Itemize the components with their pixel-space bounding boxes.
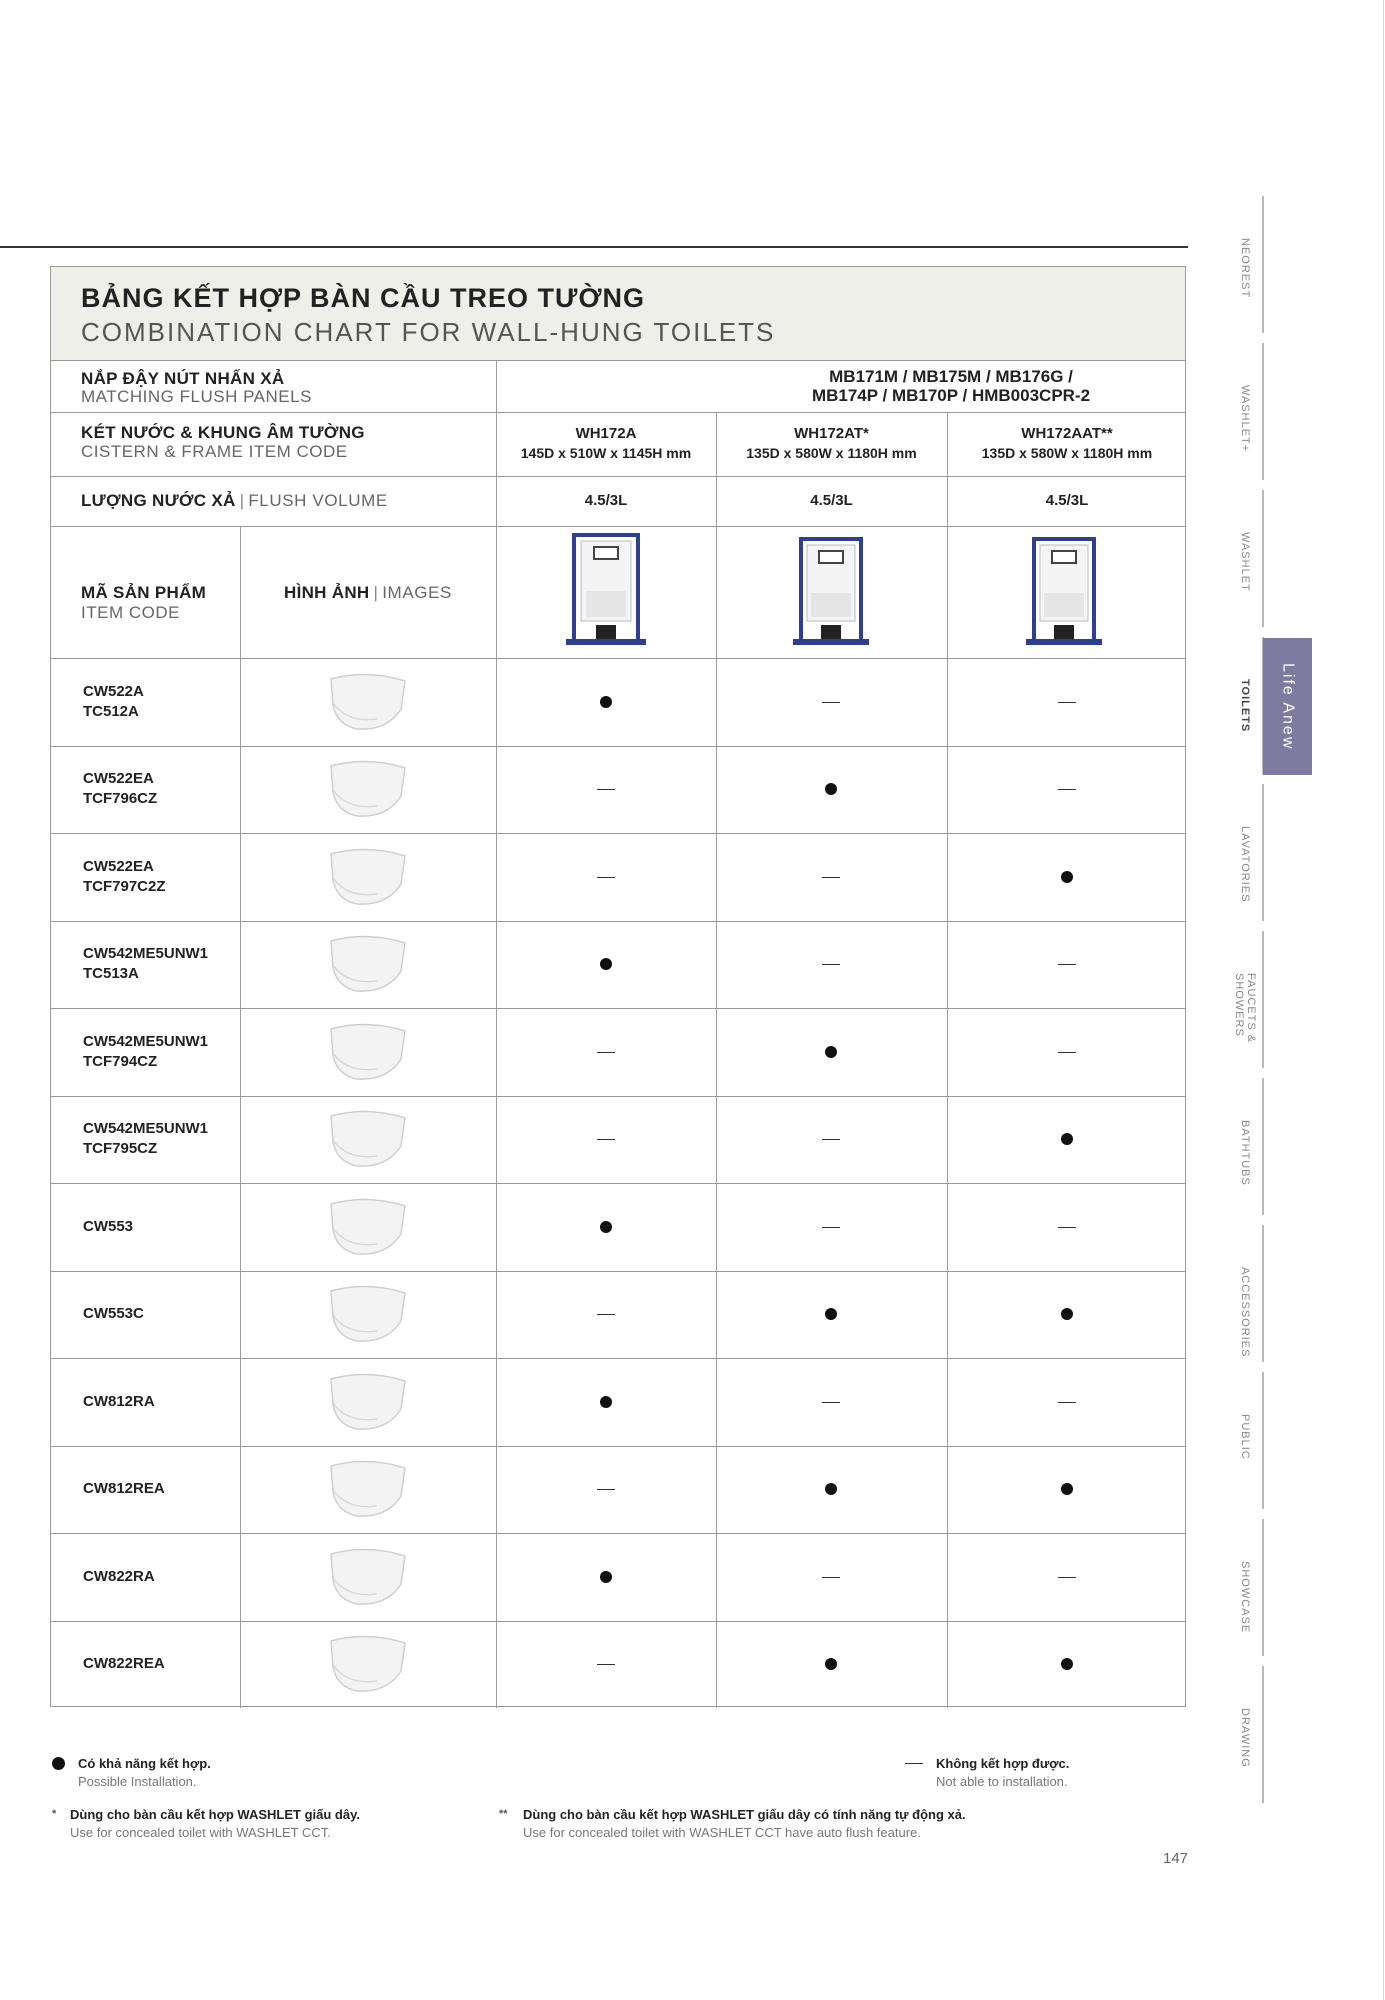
not-compatible-dash <box>1058 1402 1076 1403</box>
cistern-frame-image-3 <box>1014 533 1114 651</box>
item-code-cell: CW522EA TCF797C2Z <box>83 858 166 895</box>
panels-label-vn: NẮP ĐẬY NÚT NHẤN XẢ <box>81 369 285 388</box>
item-code-cell: CW553C <box>83 1305 144 1322</box>
compatible-dot <box>600 1571 612 1583</box>
legend-dot-icon <box>52 1757 65 1770</box>
compatible-dot <box>600 1221 612 1233</box>
item-code-cell: CW822REA <box>83 1655 165 1672</box>
not-compatible-dash <box>822 1139 840 1140</box>
toilet-image <box>317 1190 417 1264</box>
chart-title-band <box>51 267 1185 361</box>
panels-label-en: MATCHING FLUSH PANELS <box>81 387 312 406</box>
cistern-frame-image-2 <box>781 533 881 651</box>
nav-tab-showcase[interactable]: SHOWCASE <box>1239 1561 1251 1634</box>
not-compatible-dash <box>1058 964 1076 965</box>
top-rule <box>0 246 1188 248</box>
legend-dash-icon <box>905 1763 923 1764</box>
not-compatible-dash <box>822 702 840 703</box>
toilet-image <box>317 1277 417 1351</box>
compatible-dot <box>1061 1308 1073 1320</box>
life-anew-tag: Life Anew <box>1263 638 1312 775</box>
compatible-dot <box>1061 1483 1073 1495</box>
not-compatible-dash <box>597 1052 615 1053</box>
nav-tab-toilets[interactable]: TOILETS <box>1239 679 1251 733</box>
footnote-star1-en: Use for concealed toilet with WASHLET CCT. <box>70 1825 331 1840</box>
cistern-wh172at: WH172AT* 135D x 580W x 1180H mm <box>746 425 917 461</box>
cistern-frame-image-1 <box>556 533 656 651</box>
compatible-dot <box>600 1396 612 1408</box>
not-compatible-dash <box>822 1577 840 1578</box>
not-compatible-dash <box>597 877 615 878</box>
toilet-image <box>317 1540 417 1614</box>
not-compatible-dash <box>597 1489 615 1490</box>
not-compatible-dash <box>822 964 840 965</box>
not-compatible-dash <box>822 1227 840 1228</box>
item-code-cell: CW522EA TCF796CZ <box>83 770 158 807</box>
legend-not-vn: Không kết hợp được. <box>936 1756 1070 1771</box>
flush-volume-3: 4.5/3L <box>1045 492 1089 509</box>
cistern-label-vn: KÉT NƯỚC & KHUNG ÂM TƯỜNG <box>81 423 365 442</box>
nav-tab-drawing[interactable]: DRAWING <box>1239 1708 1251 1768</box>
toilet-image <box>317 1452 417 1526</box>
compatible-dot <box>600 696 612 708</box>
not-compatible-dash <box>597 1139 615 1140</box>
flush-volume-label: LƯỢNG NƯỚC XẢ | FLUSH VOLUME <box>81 491 388 510</box>
cistern-label-en: CISTERN & FRAME ITEM CODE <box>81 442 348 461</box>
item-code-cell: CW542ME5UNW1 TCF795CZ <box>83 1120 209 1157</box>
compatible-dot <box>600 958 612 970</box>
not-compatible-dash <box>597 1664 615 1665</box>
toilet-image <box>317 1015 417 1089</box>
images-label: HÌNH ẢNH | IMAGES <box>284 583 452 602</box>
toilet-image <box>317 665 417 739</box>
flush-panel-line2: MB174P / MB170P / HMB003CPR-2 <box>811 386 1091 405</box>
flush-volume-1: 4.5/3L <box>584 492 628 509</box>
item-code-label-vn: MÃ SẢN PHẨM <box>81 583 207 602</box>
footnote-star2-en: Use for concealed toilet with WASHLET CCT have auto flush feature. <box>523 1825 921 1840</box>
footnote-star1-mark: * <box>52 1808 57 1820</box>
legend-possible-vn: Có khả năng kết hợp. <box>78 1756 211 1771</box>
not-compatible-dash <box>1058 1227 1076 1228</box>
compatible-dot <box>825 1046 837 1058</box>
compatible-dot <box>1061 1133 1073 1145</box>
item-code-label-en: ITEM CODE <box>81 603 180 622</box>
item-code-cell: CW542ME5UNW1 TCF794CZ <box>83 1033 209 1070</box>
compatible-dot <box>825 1658 837 1670</box>
toilet-image <box>317 1627 417 1701</box>
toilet-image <box>317 927 417 1001</box>
combination-chart <box>50 266 1186 1707</box>
toilet-image <box>317 1102 417 1176</box>
compatible-dot <box>825 1483 837 1495</box>
item-code-cell: CW812REA <box>83 1480 165 1497</box>
compatible-dot <box>1061 871 1073 883</box>
not-compatible-dash <box>822 877 840 878</box>
flush-volume-2: 4.5/3L <box>810 492 853 509</box>
nav-tab-bathtubs[interactable]: BATHTUBS <box>1239 1120 1251 1186</box>
toilet-image <box>317 752 417 826</box>
not-compatible-dash <box>1058 789 1076 790</box>
compatible-dot <box>825 1308 837 1320</box>
nav-tab-neorest[interactable]: NEOREST <box>1239 238 1251 299</box>
item-code-cell: CW542ME5UNW1 TC513A <box>83 945 209 982</box>
item-code-cell: CW812RA <box>83 1393 155 1410</box>
footnote-star2-vn: Dùng cho bàn cầu kết hợp WASHLET giấu dây có tính năng tự động xả. <box>523 1807 966 1822</box>
nav-tab-washlet[interactable]: WASHLET <box>1239 532 1251 592</box>
chart-title-vn: BẢNG KẾT HỢP BÀN CẦU TREO TƯỜNG <box>81 283 645 313</box>
cistern-wh172a: WH172A 145D x 510W x 1145H mm <box>520 425 692 461</box>
legend-not-en: Not able to installation. <box>936 1774 1068 1789</box>
flush-panel-line1: MB171M / MB175M / MB176G / <box>829 367 1073 386</box>
nav-tab-public[interactable]: PUBLIC <box>1239 1414 1251 1460</box>
footnote-star1-vn: Dùng cho bàn cầu kết hợp WASHLET giấu dây. <box>70 1807 360 1822</box>
nav-tab-lavatories[interactable]: LAVATORIES <box>1239 826 1251 903</box>
not-compatible-dash <box>822 1402 840 1403</box>
cistern-wh172aat: WH172AAT** 135D x 580W x 1180H mm <box>981 425 1153 461</box>
item-code-cell: CW822RA <box>83 1568 155 1585</box>
nav-tab-washlet-[interactable]: WASHLET+ <box>1239 385 1251 453</box>
nav-tab-faucets-showers[interactable]: FAUCETS & SHOWERS <box>1233 973 1257 1044</box>
not-compatible-dash <box>597 1314 615 1315</box>
compatible-dot <box>1061 1658 1073 1670</box>
toilet-image <box>317 1365 417 1439</box>
not-compatible-dash <box>597 789 615 790</box>
legend-possible-en: Possible Installation. <box>78 1774 197 1789</box>
nav-tab-accessories[interactable]: ACCESSORIES <box>1239 1267 1251 1358</box>
page-number: 147 <box>1163 1850 1189 1867</box>
not-compatible-dash <box>1058 1577 1076 1578</box>
chart-title-en: COMBINATION CHART FOR WALL-HUNG TOILETS <box>81 317 776 347</box>
item-code-cell: CW522A TC512A <box>83 683 144 720</box>
toilet-image <box>317 840 417 914</box>
page-edge <box>1383 0 1384 2000</box>
compatible-dot <box>825 783 837 795</box>
flush-panel-codes <box>716 367 1186 405</box>
not-compatible-dash <box>1058 1052 1076 1053</box>
not-compatible-dash <box>1058 702 1076 703</box>
footnote-star2-mark: ** <box>499 1808 508 1820</box>
item-code-cell: CW553 <box>83 1218 134 1235</box>
